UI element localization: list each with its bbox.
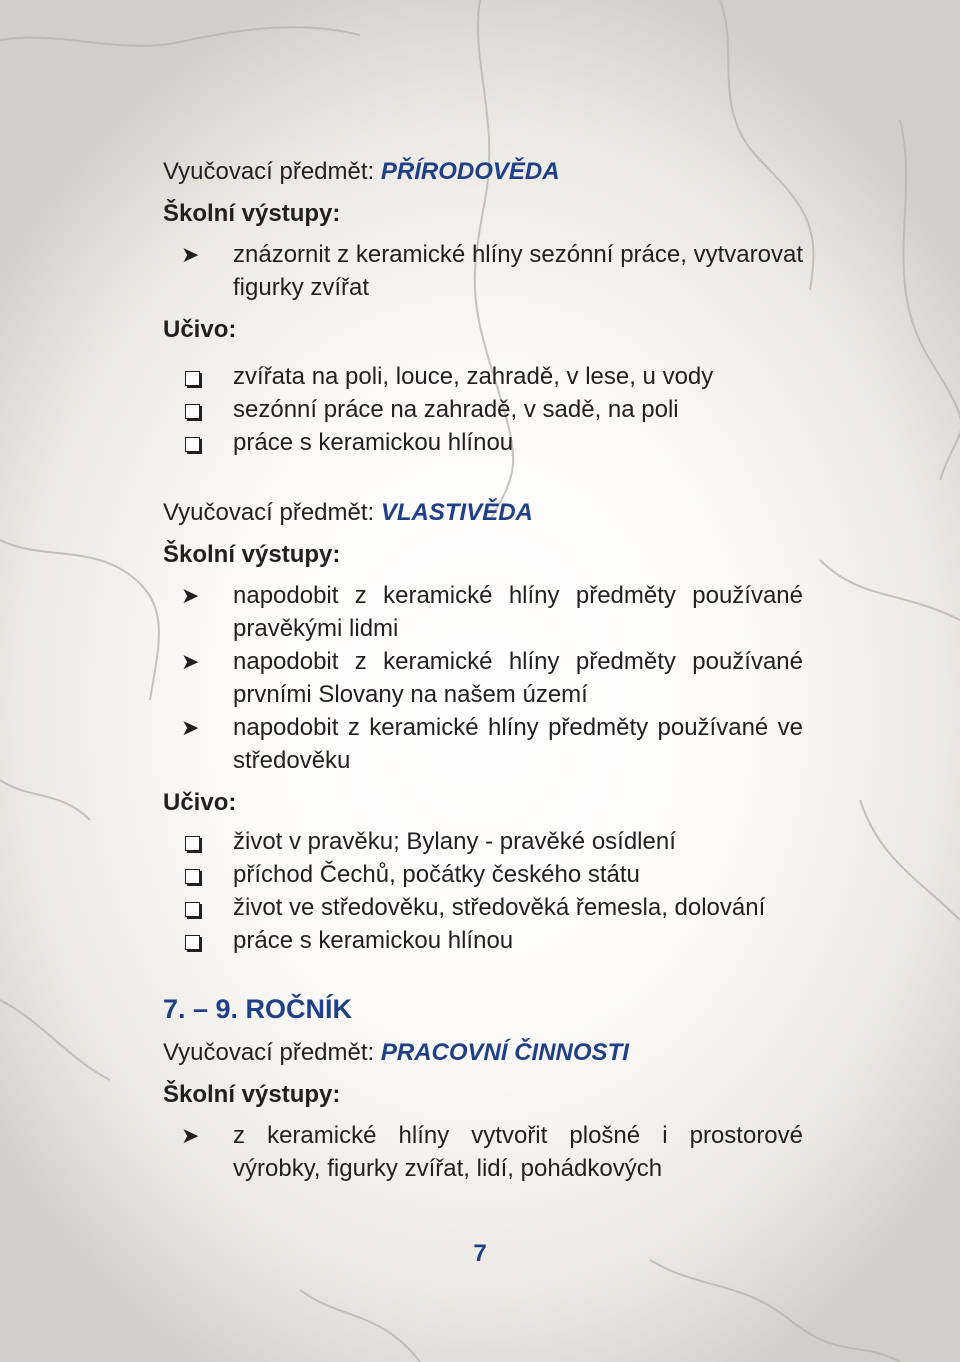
- subject-heading-prirodoveda: Vyučovací předmět: PŘÍRODOVĚDA: [163, 158, 560, 185]
- list-item: práce s keramickou hlínou: [163, 426, 803, 459]
- content-label: Učivo:: [163, 316, 237, 343]
- checkbox-icon: [185, 437, 200, 452]
- arrowhead-icon: ➤: [181, 715, 200, 740]
- list-item: život v pravěku; Bylany - pravěké osídlení: [163, 825, 803, 858]
- list-item: zvířata na poli, louce, zahradě, v lese, u vody: [163, 360, 803, 393]
- outcomes-label: Školní výstupy:: [163, 1081, 341, 1108]
- list-item: ➤ napodobit z keramické hlíny předměty používané pravěkými lidmi: [163, 579, 803, 645]
- content-list: [163, 825, 803, 957]
- page-content: [163, 150, 803, 1191]
- subject-heading-pracovni-cinnosti: Vyučovací předmět: PRACOVNÍ ČINNOSTI: [163, 1039, 629, 1066]
- checkbox-icon: [185, 404, 200, 419]
- outcomes-list: [163, 1119, 803, 1185]
- outcomes-list: [163, 579, 803, 777]
- outcomes-list: [163, 238, 803, 304]
- list-item: ➤ znázornit z keramické hlíny sezónní práce, vytvarovat figurky zvířat: [163, 238, 803, 304]
- arrowhead-icon: ➤: [181, 583, 200, 608]
- list-item: ➤ z keramické hlíny vytvořit plošné i prostorové výrobky, figurky zvířat, lidí, pohádkových: [163, 1119, 803, 1185]
- checkbox-icon: [185, 836, 200, 851]
- outcomes-label: Školní výstupy:: [163, 541, 341, 568]
- checkbox-icon: [185, 902, 200, 917]
- list-item: sezónní práce na zahradě, v sadě, na poli: [163, 393, 803, 426]
- list-item: příchod Čechů, počátky českého státu: [163, 858, 803, 891]
- list-item: ➤ napodobit z keramické hlíny předměty používané prvními Slovany na našem území: [163, 645, 803, 711]
- list-item: život ve středověku, středověká řemesla, dolování: [163, 891, 803, 924]
- checkbox-icon: [185, 935, 200, 950]
- list-item: ➤ napodobit z keramické hlíny předměty používané ve středověku: [163, 711, 803, 777]
- arrowhead-icon: ➤: [181, 242, 200, 267]
- subject-heading-vlastiveda: Vyučovací předmět: VLASTIVĚDA: [163, 499, 533, 526]
- arrowhead-icon: ➤: [181, 1123, 200, 1148]
- outcomes-label: Školní výstupy:: [163, 200, 341, 227]
- content-list: [163, 360, 803, 459]
- list-item: práce s keramickou hlínou: [163, 924, 803, 957]
- page-number: 7: [473, 1240, 487, 1267]
- content-label: Učivo:: [163, 789, 237, 816]
- grade-heading: 7. – 9. ROČNÍK: [163, 994, 353, 1024]
- arrowhead-icon: ➤: [181, 649, 200, 674]
- checkbox-icon: [185, 869, 200, 884]
- checkbox-icon: [185, 371, 200, 386]
